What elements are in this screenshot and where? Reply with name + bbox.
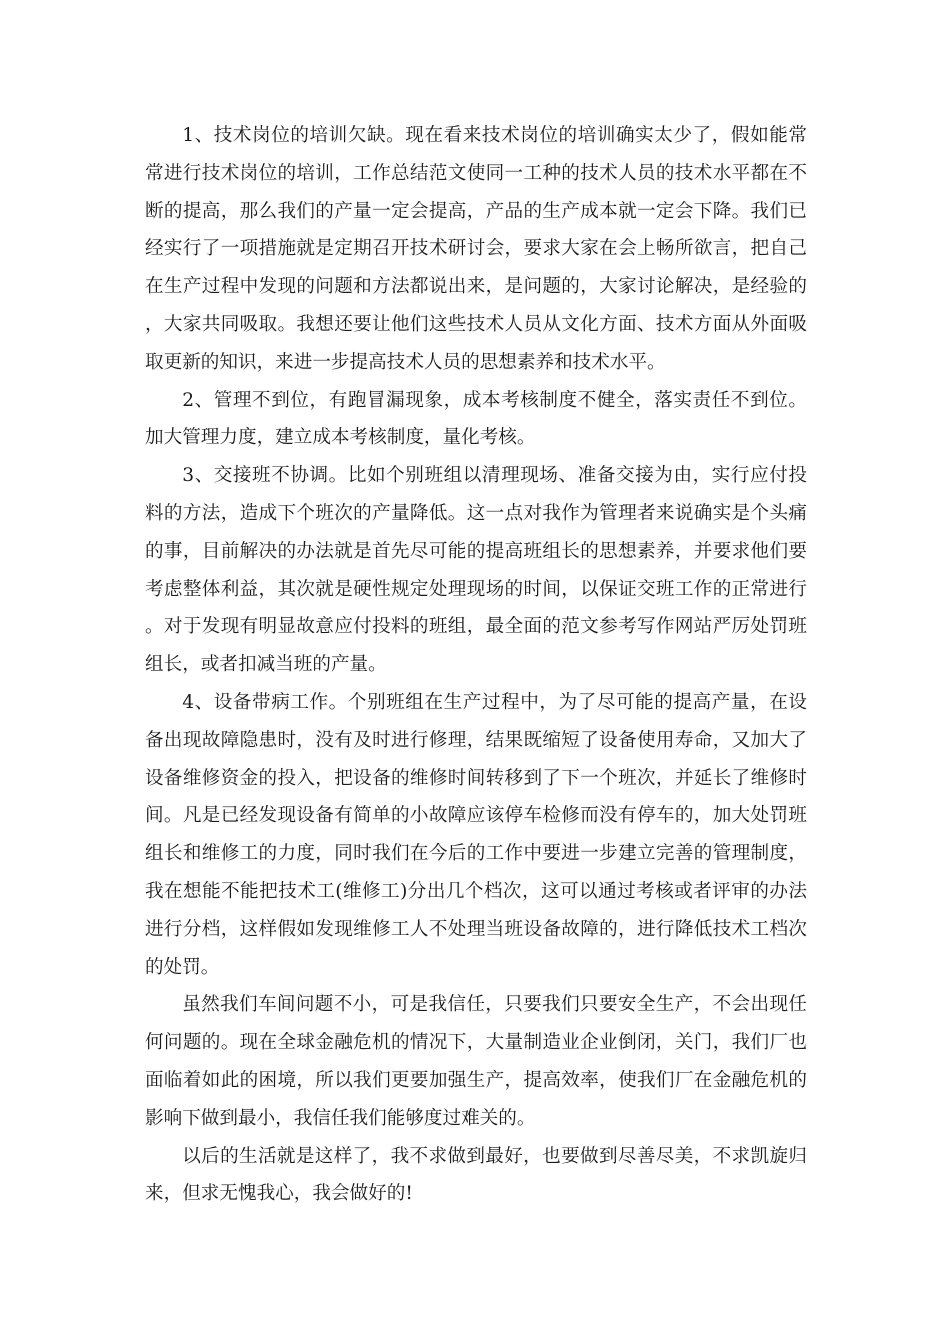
paragraph-equipment: 4、设备带病工作。个别班组在生产过程中，为了尽可能的提高产量，在设备出现故障隐患时，没有及时进行修理，结果既缩短了设备使用寿命，又加大了设备维修资金的投入，把设备的维修时间转移到了下一个班次，并延长了维修时间。凡是已经发现设备有简单的小故障应该停车检修而没有停车的，加大处罚班组长和维修工的力度，同时我们在今后的工作中要进一步建立完善的管理制度，我在想能不能把技术工(维修工)分出几个档次，这可以通过考核或者评审的办法进行分档，这样假如发现维修工人不处理当班设备故障的，进行降低技术工档次的处罚。 bbox=[145, 691, 807, 978]
paragraph-financial-crisis: 虽然我们车间问题不小，可是我信任，只要我们只要安全生产，不会出现任何问题的。现在全球金融危机的情况下，大量制造业企业倒闭，关门，我们厂也面临着如此的困境，所以我们更要加强生产，提高效率，使我们厂在金融危机的影响下做到最小，我信任我们能够度过难关的。 bbox=[145, 994, 807, 1129]
paragraph-shift-handover: 3、交接班不协调。比如个别班组以清理现场、准备交接为由，实行应付投料的方法，造成下个班次的产量降低。这一点对我作为管理者来说确实是个头痛的事，目前解决的办法就是首先尽可能的提高班组长的思想素养，并要求他们要考虑整体利益，其次就是硬性规定处理现场的时间，以保证交班工作的正常进行。对于发现有明显故意应付投料的班组，最全面的范文参考写作网站严厉处罚班组长，或者扣减当班的产量。 bbox=[145, 465, 807, 676]
document-body bbox=[145, 117, 807, 1213]
paragraph-closing: 以后的生活就是这样了，我不求做到最好，也要做到尽善尽美，不求凯旋归来，但求无愧我心，我会做好的! bbox=[145, 1145, 807, 1205]
paragraph-management: 2、管理不到位，有跑冒漏现象，成本考核制度不健全，落实责任不到位。加大管理力度，建立成本考核制度，量化考核。 bbox=[145, 389, 807, 449]
paragraph-technical-training: 1、技术岗位的培训欠缺。现在看来技术岗位的培训确实太少了，假如能常常进行技术岗位的培训，工作总结范文使同一工种的技术人员的技术水平都在不断的提高，那么我们的产量一定会提高，产品的生产成本就一定会下降。我们已经实行了一项措施就是定期召开技术研讨会，要求大家在会上畅所欲言，把自己在生产过程中发现的问题和方法都说出来，是问题的，大家讨论解决，是经验的，大家共同吸取。我想还要让他们这些技术人员从文化方面、技术方面从外面吸取更新的知识，来进一步提高技术人员的思想素养和技术水平。 bbox=[145, 125, 807, 373]
